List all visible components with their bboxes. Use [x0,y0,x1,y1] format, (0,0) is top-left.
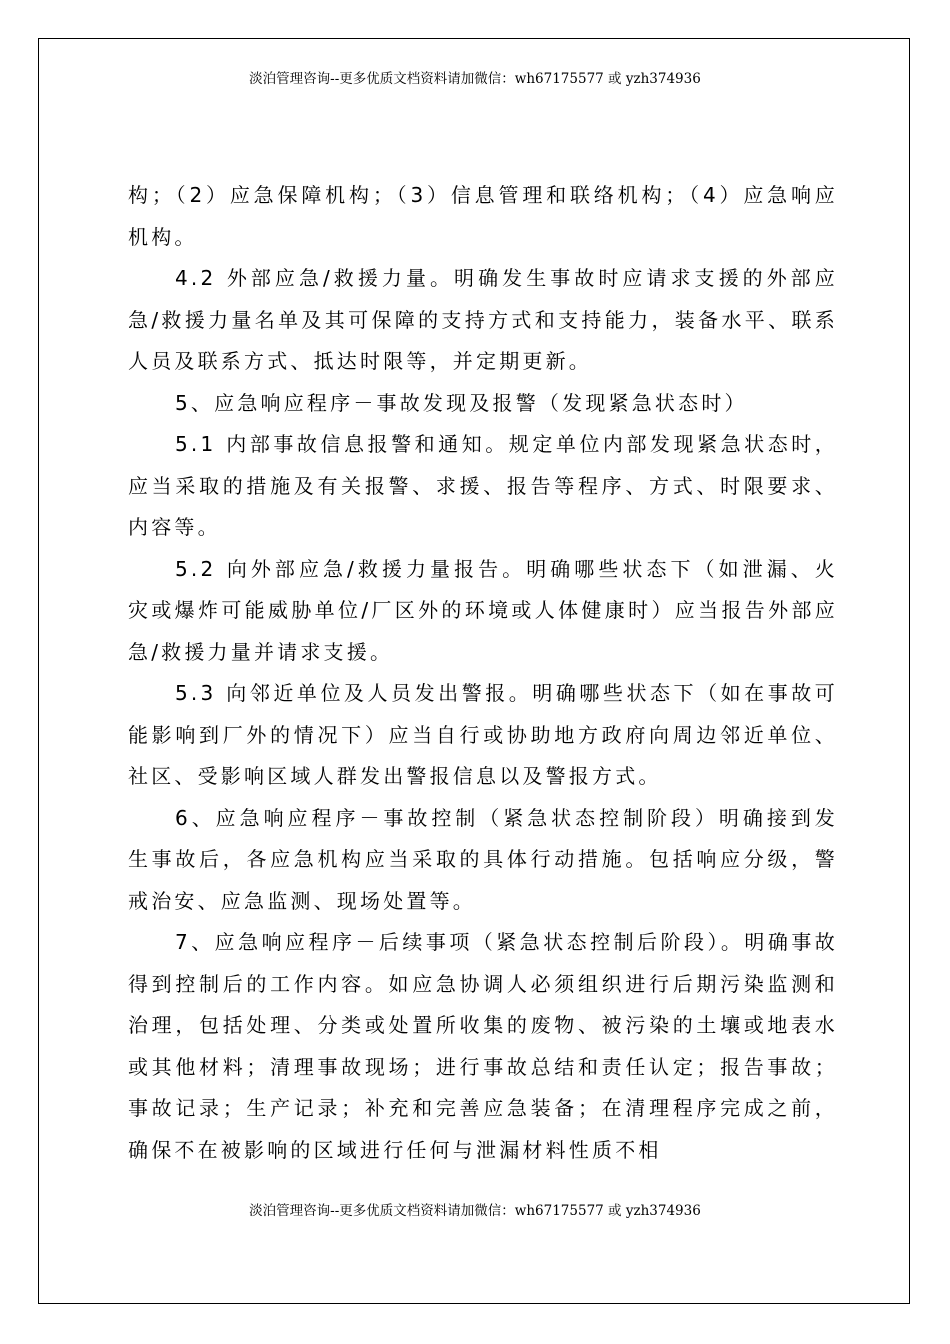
paragraph-continuation: 构；（2）应急保障机构；（3）信息管理和联络机构；（4）应急响应机构。 [128,183,838,249]
heading-section-5: 5、应急响应程序－事故发现及报警（发现紧急状态时） [175,390,748,415]
paragraph-section-6: 6、应急响应程序－事故控制（紧急状态控制阶段）明确接到发生事故后，各应急机构应当采取的具体行动措施。包括响应分级，警戒治安、应急监测、现场处置等。 [128,805,838,913]
paragraph-4-2: 4.2 外部应急/救援力量。明确发生事故时应请求支援的外部应急/救援力量名单及其可保障的支持方式和支持能力，装备水平、联系人员及联系方式、抵达时限等，并定期更新。 [128,266,838,373]
paragraph-5-3: 5.3 向邻近单位及人员发出警报。明确哪些状态下（如在事故可能影响到厂外的情况下）应当自行或协助地方政府向周边邻近单位、社区、受影响区域人群发出警报信息以及警报方式。 [128,681,838,788]
document-body [128,175,838,1171]
paragraph-5-1: 5.1 内部事故信息报警和通知。规定单位内部发现紧急状态时，应当采取的措施及有关报警、求援、报告等程序、方式、时限要求、内容等。 [128,432,838,539]
paragraph-section-7: 7、应急响应程序－后续事项（紧急状态控制后阶段）。明确事故得到控制后的工作内容。如应急协调人必须组织进行后期污染监测和治理，包括处理、分类或处置所收集的废物、被污染的土壤或地表水或其他材料；清理事故现场；进行事故总结和责任认定；报告事故；事故记录；生产记录；补充和完善应急装备；在清理程序完成之前，确保不在被影响的区域进行任何与泄漏材料性质不相 [128,930,838,1162]
page-footer: 淡泊管理咨询--更多优质文档资料请加微信：wh67175577 或 yzh374936 [249,1203,701,1219]
paragraph-5-2: 5.2 向外部应急/救援力量报告。明确哪些状态下（如泄漏、火灾或爆炸可能威胁单位/厂区外的环境或人体健康时）应当报告外部应急/救援力量并请求支援。 [128,556,838,664]
page-header: 淡泊管理咨询--更多优质文档资料请加微信：wh67175577 或 yzh374936 [249,71,701,87]
